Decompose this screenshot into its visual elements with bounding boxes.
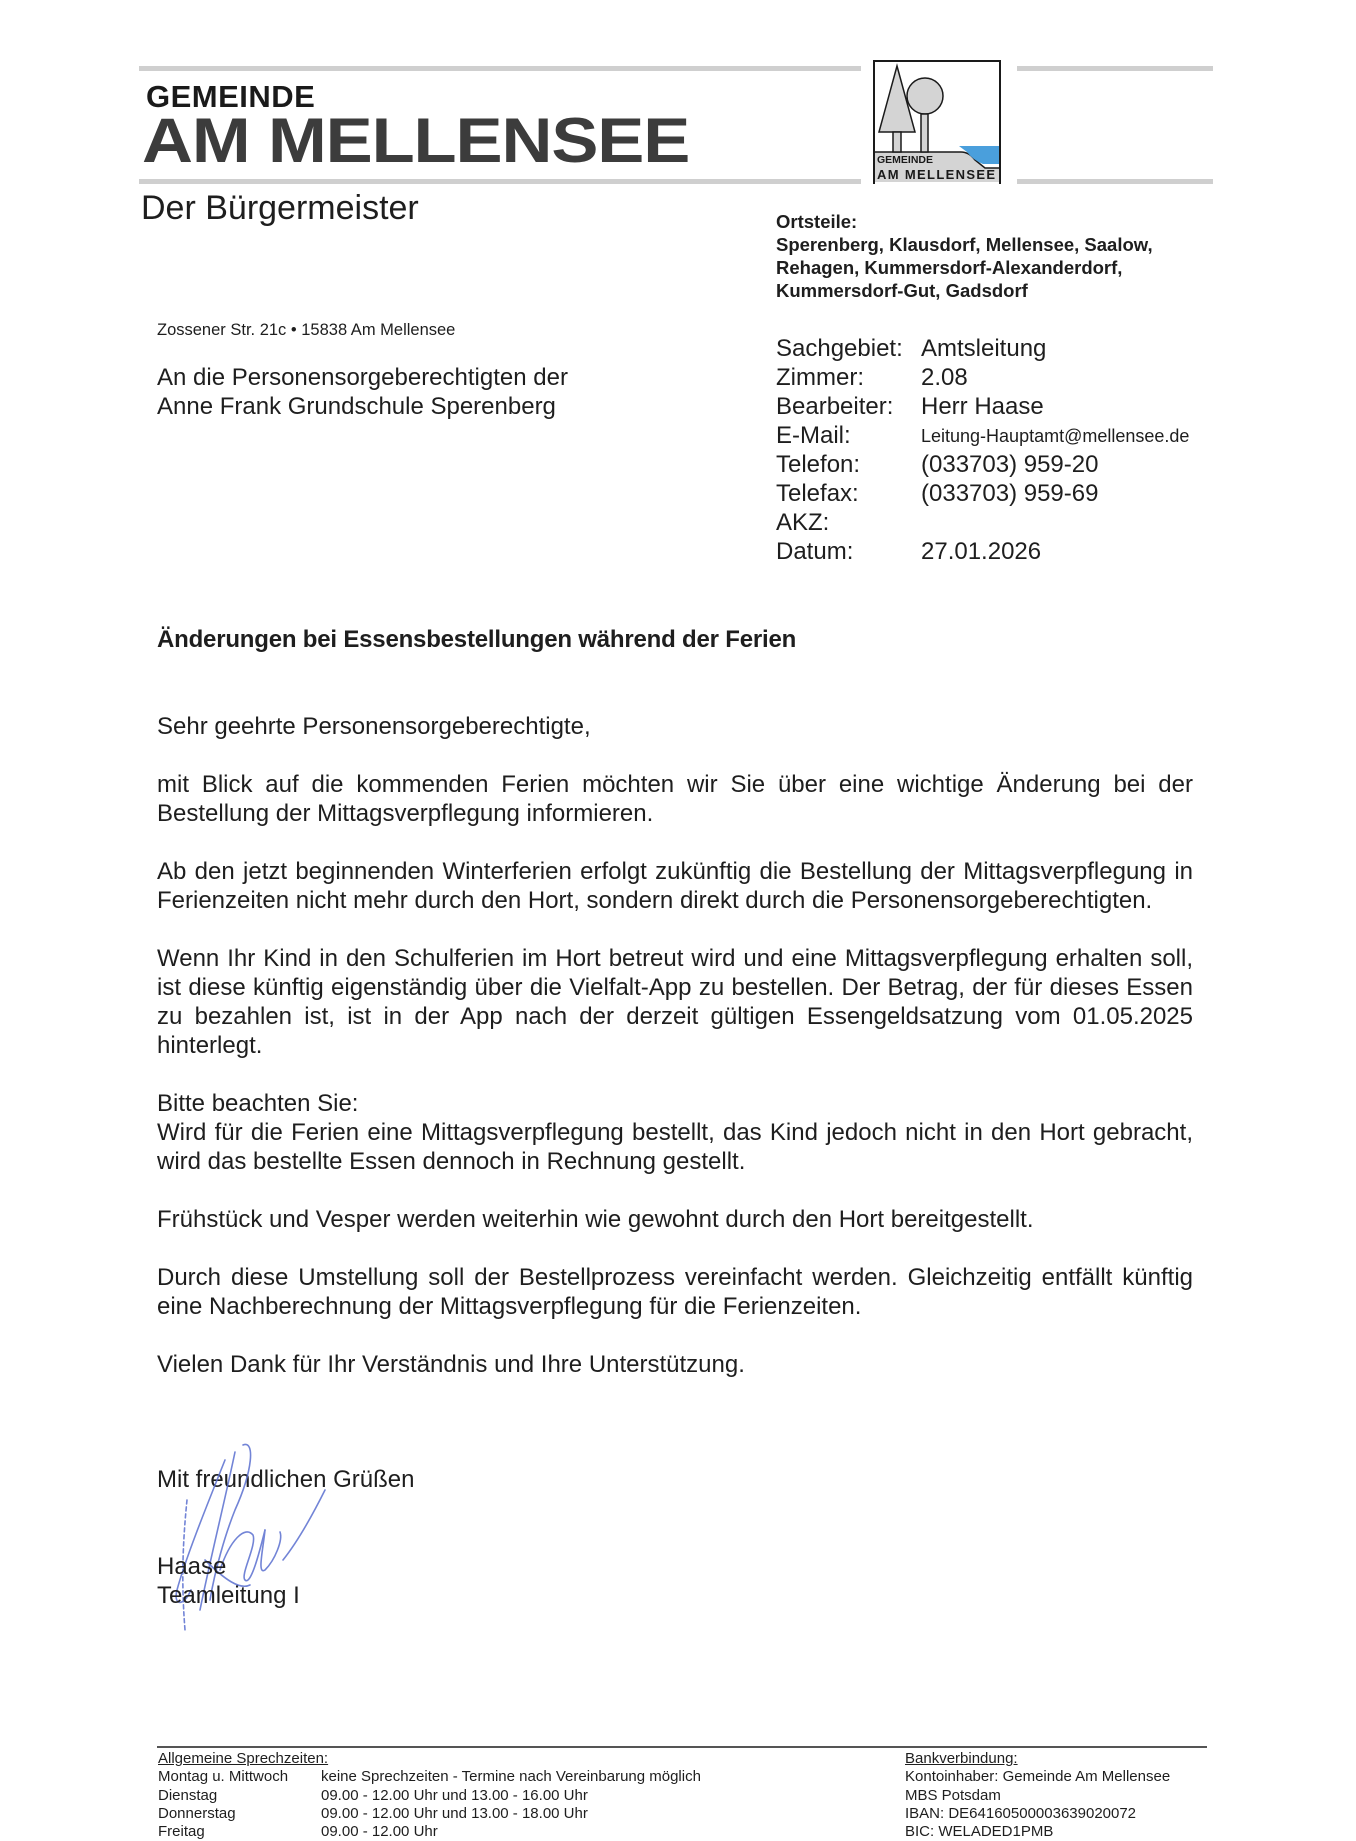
salutation: Sehr geehrte Personensorgeberechtigte, <box>157 713 591 740</box>
office-hours-title: Allgemeine Sprechzeiten: <box>158 1750 329 1767</box>
info-row-file-ref <box>776 508 1189 537</box>
info-label: Bearbeiter: <box>776 393 894 420</box>
municipality-name: AM MELLENSEE <box>142 106 690 176</box>
office-hours-time: 09.00 - 12.00 Uhr und 13.00 - 18.00 Uhr <box>321 1804 588 1822</box>
notice-heading: Bitte beachten Sie: <box>157 1090 359 1117</box>
header-rule-top-left <box>139 66 861 71</box>
info-label: Telefon: <box>776 451 861 478</box>
info-value: Herr Haase <box>921 393 1044 420</box>
districts-line: Rehagen, Kummersdorf-Alexanderdorf, <box>776 257 1123 278</box>
body-paragraph: mit Blick auf die kommenden Ferien möchten wir Sie über eine wichtige Änderung bei der Bestellung der Mittagsverpflegung informieren. <box>157 771 1193 827</box>
sender-address: Zossener Str. 21c • 15838 Am Mellensee <box>157 321 456 339</box>
info-value: (033703) 959-20 <box>921 451 1099 478</box>
info-row-fax <box>776 479 1189 508</box>
recipient-block <box>157 363 568 421</box>
office-hours-time: 09.00 - 12.00 Uhr <box>321 1823 438 1841</box>
bank-details-line: BIC: WELADED1PMB <box>905 1823 1054 1841</box>
municipality-label: GEMEINDE <box>146 79 316 114</box>
header-rule-top-right <box>1017 66 1213 71</box>
bank-details-line: Kontoinhaber: Gemeinde Am Mellensee <box>905 1768 1171 1786</box>
office-hours-day: Dienstag <box>158 1786 218 1804</box>
info-value: Amtsleitung <box>921 335 1047 362</box>
signatory-block <box>157 1552 300 1610</box>
body-paragraph: Vielen Dank für Ihr Verständnis und Ihre Unterstützung. <box>157 1351 745 1378</box>
info-row-clerk <box>776 392 1189 421</box>
info-value: 27.01.2026 <box>921 538 1042 565</box>
office-hours <box>158 1750 701 1841</box>
body-paragraph: Wird für die Ferien eine Mittagsverpflegung bestellt, das Kind jedoch nicht in den Hort gebracht, wird das bestellte Essen dennoch in Rechnung gestellt. <box>157 1119 1193 1175</box>
info-label: Datum: <box>776 538 854 565</box>
closing-phrase: Mit freundlichen Grüßen <box>157 1466 415 1493</box>
office-hours-row <box>158 1787 701 1805</box>
info-label: Telefax: <box>776 480 859 507</box>
districts-label: Ortsteile: <box>776 211 858 232</box>
header-rule-bottom-left <box>139 179 861 184</box>
districts-line: Kummersdorf-Gut, Gadsdorf <box>776 280 1028 301</box>
svg-text:AM MELLENSEE: AM MELLENSEE <box>877 167 995 182</box>
office-hours-day: Montag u. Mittwoch <box>158 1768 289 1786</box>
office-hours-day: Donnerstag <box>158 1804 236 1822</box>
districts-line: Sperenberg, Klausdorf, Mellensee, Saalow, <box>776 234 1153 255</box>
letter-body <box>157 712 1193 1408</box>
body-paragraph: Ab den jetzt beginnenden Winterferien erfolgt zukünftig die Bestellung der Mittagsverpflegung in Ferienzeiten nicht mehr durch den Hort, sondern direkt durch die Personensorgeberechtigten. <box>157 858 1193 914</box>
recipient-line: An die Personensorgeberechtigten der <box>157 364 568 391</box>
info-label: Zimmer: <box>776 364 864 391</box>
tree-lake-emblem-icon <box>873 60 1001 184</box>
info-label: Sachgebiet: <box>776 335 903 362</box>
body-paragraph: Wenn Ihr Kind in den Schulferien im Hort betreut wird und eine Mittagsverpflegung erhalten soll, ist diese künftig eigenständig über die Vielfalt-App zu bestellen. Der Betrag, der für dieses Essen zu bezahlen ist, ist in der App nach der derzeit gültigen Essengeldsatzung vom 01.05.2025 hinterlegt. <box>157 945 1193 1059</box>
office-hours-row <box>158 1805 701 1823</box>
info-row-phone <box>776 450 1189 479</box>
bank-details-line: MBS Potsdam <box>905 1786 1001 1804</box>
reference-info <box>776 334 1189 566</box>
info-label: AKZ: <box>776 509 830 536</box>
info-value: 2.08 <box>921 364 968 391</box>
info-row-email <box>776 421 1189 450</box>
office-hours-time: keine Sprechzeiten - Termine nach Vereinbarung möglich <box>321 1768 701 1786</box>
office-hours-time: 09.00 - 12.00 Uhr und 13.00 - 16.00 Uhr <box>321 1786 588 1804</box>
signatory-title: Teamleitung I <box>157 1582 300 1609</box>
footer-rule <box>157 1746 1207 1748</box>
districts-block <box>776 210 1153 302</box>
info-row-date <box>776 537 1189 566</box>
body-paragraph: Frühstück und Vesper werden weiterhin wie gewohnt durch den Hort bereitgestellt. <box>157 1206 1034 1233</box>
office-hours-row <box>158 1823 701 1841</box>
email-link[interactable]: Leitung-Hauptamt@mellensee.de <box>921 426 1190 446</box>
municipality-logo <box>873 60 1001 184</box>
info-row-department <box>776 334 1189 363</box>
office-hours-day: Freitag <box>158 1823 205 1841</box>
handwritten-signature-icon <box>165 1440 375 1640</box>
letter-subject: Änderungen bei Essensbestellungen während der Ferien <box>157 626 797 653</box>
bank-details <box>905 1750 1170 1841</box>
info-label: E-Mail: <box>776 422 851 449</box>
info-row-room <box>776 363 1189 392</box>
svg-text:GEMEINDE: GEMEINDE <box>877 154 934 166</box>
bank-details-line: IBAN: DE64160500003639020072 <box>905 1804 1137 1822</box>
bank-details-title: Bankverbindung: <box>905 1750 1018 1767</box>
office-hours-row <box>158 1768 701 1786</box>
recipient-line: Anne Frank Grundschule Sperenberg <box>157 393 556 420</box>
info-value: (033703) 959-69 <box>921 480 1099 507</box>
body-paragraph: Durch diese Umstellung soll der Bestellprozess vereinfacht werden. Gleichzeitig entfällt künftig eine Nachberechnung der Mittagsverpflegung für die Ferienzeiten. <box>157 1264 1193 1320</box>
office-title: Der Bürgermeister <box>141 189 419 227</box>
header-rule-bottom-right <box>1017 179 1213 184</box>
signatory-name: Haase <box>157 1553 227 1580</box>
